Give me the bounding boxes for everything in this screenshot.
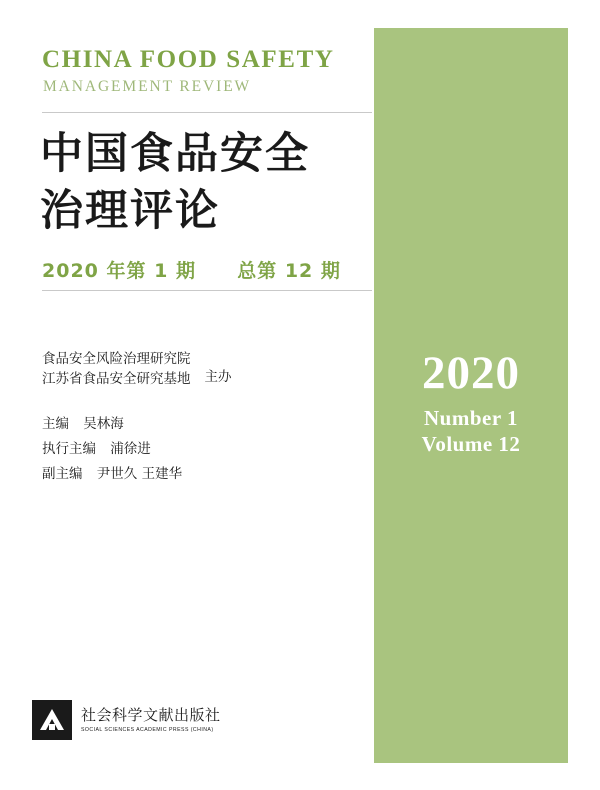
publisher-text — [81, 707, 221, 734]
publisher-block — [32, 700, 221, 740]
organizer-line-1: 食品安全风险治理研究院 — [42, 351, 191, 367]
cover-left-area — [32, 28, 374, 763]
editor-role: 副主编 — [42, 465, 83, 482]
editor-role: 执行主编 — [42, 440, 96, 457]
chinese-title-line-1: 中国食品安全 — [40, 129, 310, 179]
panel-number: Number 1 — [423, 406, 519, 430]
editor-row — [42, 462, 182, 487]
editor-role: 主编 — [42, 416, 69, 432]
publisher-name-en: SOCIAL SCIENCES ACADEMIC PRESS (CHINA) — [81, 727, 214, 734]
editor-name: 浦徐进 — [110, 440, 151, 457]
divider-bottom — [42, 290, 372, 291]
issue-total-label: 总第 12 期 — [237, 260, 341, 282]
green-side-panel — [374, 28, 568, 763]
divider-top — [42, 112, 372, 113]
organizer-block — [42, 350, 232, 389]
panel-year: 2020 — [422, 347, 520, 399]
chinese-title-line-2: 治理评论 — [40, 185, 220, 236]
issue-line — [42, 256, 341, 283]
publisher-name-cn: 社会科学文献出版社 — [81, 705, 221, 724]
organizer-suffix: 主办 — [204, 368, 232, 385]
organizer-line-2: 江苏省食品安全研究基地 — [42, 370, 191, 387]
editor-row — [42, 437, 182, 462]
english-subtitle: MANAGEMENT REVIEW — [43, 78, 252, 95]
publisher-logo-icon — [32, 700, 72, 740]
panel-volume: Volume 12 — [421, 432, 521, 456]
editor-name: 尹世久 王建华 — [96, 465, 183, 482]
page-title — [40, 126, 370, 240]
issue-year-label: 2020 年第 1 期 — [42, 260, 196, 282]
organizer-names — [42, 350, 191, 389]
editor-name: 吴林海 — [83, 416, 124, 432]
editor-list — [42, 412, 182, 487]
english-title: CHINA FOOD SAFETY — [42, 46, 335, 73]
editor-row — [42, 412, 182, 437]
